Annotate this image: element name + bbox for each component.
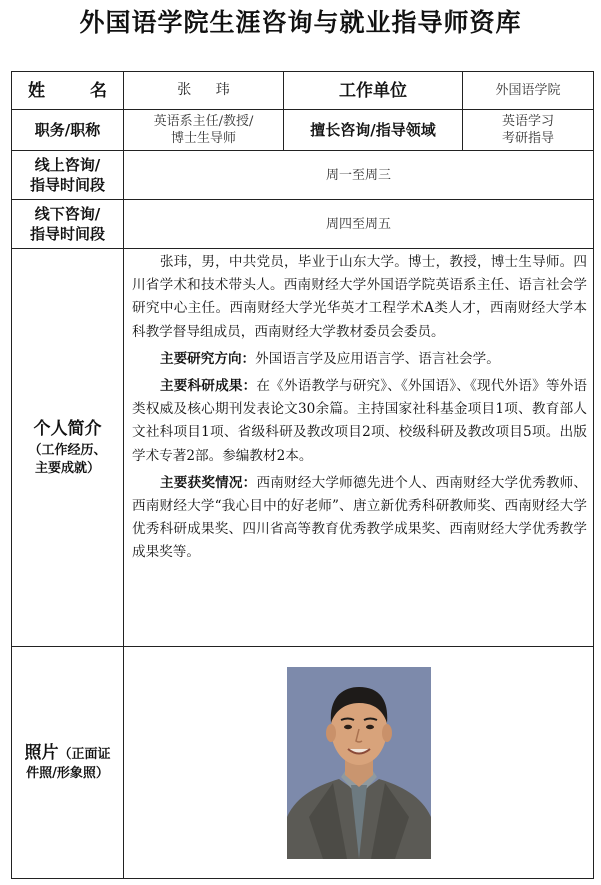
photo-label-sub: （正面证 — [58, 746, 111, 762]
photo-label-line1-wrap — [12, 742, 123, 764]
bio-label: 个人简介 — [33, 418, 102, 439]
bio-label-cell — [12, 249, 124, 647]
row-photo — [12, 647, 594, 879]
row-offline-time — [12, 200, 594, 249]
expertise-value-line2: 考研指导 — [501, 131, 554, 146]
row-bio — [12, 249, 594, 647]
bio-sub-label-line1: （工作经历、 — [28, 442, 107, 458]
online-time-label-line1: 线上咨询/ — [34, 156, 101, 174]
row-online-time — [12, 151, 594, 200]
name-value-cell — [124, 72, 284, 110]
bio-paragraph-achievements — [132, 375, 587, 468]
name-label: 姓 名 — [28, 80, 121, 101]
offline-time-label-line2: 指导时间段 — [29, 225, 105, 243]
expertise-label: 擅长咨询/指导领域 — [284, 110, 463, 151]
awards-text: 西南财经大学师德先进个人、西南财经大学优秀教师、西南财经大学“我心目中的好老师”、唐立新优秀科研教师奖、西南财经大学优秀科研成果奖、四川省高等教育优秀教学成果奖、西南财经大学优秀教学成果奖等。 — [132, 474, 588, 561]
position-value-cell — [124, 110, 284, 151]
offline-time-value: 周四至周五 — [124, 200, 594, 249]
work-unit-label: 工作单位 — [284, 72, 463, 110]
offline-time-label-cell — [12, 200, 124, 249]
photo-label-cell — [12, 647, 124, 879]
online-time-value: 周一至周三 — [124, 151, 594, 200]
online-time-label-line2: 指导时间段 — [29, 176, 105, 194]
photo-label-line2: 件照/形象照） — [26, 765, 109, 781]
portrait-photo — [287, 667, 431, 859]
research-heading: 主要研究方向： — [160, 350, 256, 367]
expertise-value-cell — [463, 110, 594, 151]
awards-heading: 主要获奖情况： — [160, 474, 257, 491]
achievements-heading: 主要科研成果： — [160, 378, 257, 395]
position-value-line1: 英语系主任/教授/ — [153, 114, 254, 129]
work-unit-value: 外国语学院 — [463, 72, 594, 110]
profile-table — [11, 71, 594, 879]
name-value: 张 玮 — [177, 82, 240, 98]
bio-paragraph-awards — [132, 472, 587, 565]
online-time-label-cell — [12, 151, 124, 200]
offline-time-label-line1: 线下咨询/ — [34, 205, 101, 223]
photo-cell — [124, 647, 594, 879]
position-value-line2: 博士生导师 — [170, 131, 236, 146]
name-label-cell — [12, 72, 124, 110]
photo-label: 照片 — [24, 742, 59, 763]
achievements-text: 在《外语教学与研究》、《外国语》、《现代外语》等外语类权威及核心期刊发表论文30余篇。主持国家社科基金项目1项、教育部人文社科项目1项、省级科研及教改项目2项、校级科研及教改项目5项。出版学术专著2部。参编教材2本。 — [132, 378, 587, 464]
bio-text — [124, 249, 593, 565]
position-label: 职务/职称 — [12, 110, 124, 151]
research-text: 外国语言学及应用语言学、语言社会学。 — [255, 350, 500, 367]
expertise-value-line1: 英语学习 — [501, 114, 554, 129]
bio-sub-label-line2: 主要成就） — [34, 460, 100, 476]
row-name — [12, 72, 594, 110]
bio-paragraph-intro: 张玮，男，中共党员，毕业于山东大学。博士，教授，博士生导师。四川省学术和技术带头人。西南财经大学外国语学院英语系主任、语言社会学研究中心主任。西南财经大学光华英才工程学术A类人才，西南财经大学本科教学督导组成员，西南财经大学教材委员会委员。 — [132, 254, 587, 340]
bio-cell — [124, 249, 594, 647]
bio-paragraph-research — [132, 348, 587, 371]
row-position — [12, 110, 594, 151]
portrait-image — [287, 667, 431, 859]
page-title: 外国语学院生涯咨询与就业指导师资库 — [79, 8, 522, 37]
